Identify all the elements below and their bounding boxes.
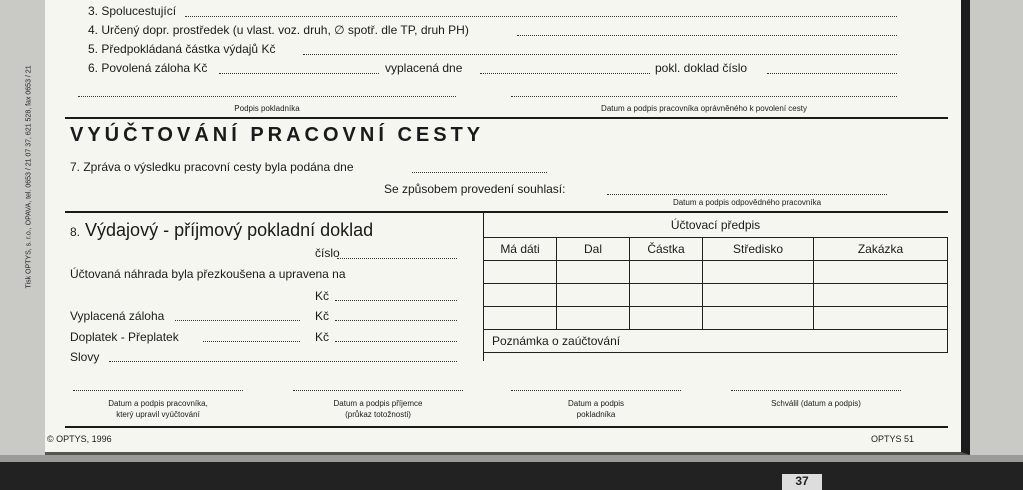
row-5-label: 5. Předpokládaná částka výdajů Kč (88, 42, 276, 56)
words-label: Slovy (70, 350, 100, 364)
accounting-header-row (484, 238, 948, 261)
table-cell[interactable] (630, 261, 703, 284)
footer-copyright: © OPTYS, 1996 (47, 434, 112, 444)
divider-middle (65, 211, 948, 213)
row-6-label: 6. Povolená záloha Kč (88, 61, 208, 75)
table-cell[interactable] (557, 261, 630, 284)
voucher-number-label: číslo (315, 246, 340, 260)
advance-field[interactable] (175, 320, 300, 321)
accounting-table (483, 237, 948, 353)
reviewed-amount-field[interactable] (335, 300, 457, 301)
paid-on-label: vyplacená dne (385, 61, 463, 75)
row-5-field[interactable] (303, 54, 897, 55)
table-cell[interactable] (814, 284, 948, 307)
advance-label: Vyplacená záloha (70, 309, 165, 323)
row-4-label: 4. Určený dopr. prostředek (u vlast. voz. druh, ∅ spotř. dle TP, druh PH) (88, 23, 469, 37)
sign-caption-4: Schválil (datum a podpis) (771, 399, 861, 408)
table-cell[interactable] (484, 307, 557, 330)
report-date-field[interactable] (412, 172, 547, 173)
sign-line-3[interactable] (511, 390, 681, 391)
sign-line-4[interactable] (731, 390, 901, 391)
table-cell[interactable] (484, 284, 557, 307)
advance-allowed-field[interactable] (219, 73, 379, 74)
reviewed-label: Účtovaná náhrada byla přezkoušena a upravena na (70, 267, 346, 281)
sign-caption-1: Datum a podpis pracovníka, (108, 399, 208, 408)
header-stredisko: Středisko (703, 238, 814, 261)
surcharge-label: Doplatek - Přeplatek (70, 330, 179, 344)
cashier-sign-caption: Podpis pokladníka (234, 104, 300, 113)
table-cell[interactable] (484, 261, 557, 284)
printer-imprint-text: Tisk OPTYS, s. r.o., OPAVA, tel. 0653 / 21 07 37, 621 528, fax 0653 / 21 (25, 65, 33, 289)
table-cell[interactable] (630, 284, 703, 307)
row-4-field[interactable] (517, 35, 897, 36)
accounting-note[interactable]: Poznámka o zaúčtování (484, 330, 948, 353)
cashier-sign-line[interactable] (78, 96, 456, 97)
section-title: VYÚČTOVÁNÍ PRACOVNÍ CESTY (70, 124, 485, 146)
sign-caption-2: Datum a podpis příjemce (333, 399, 423, 408)
header-ma-dati: Má dáti (484, 238, 557, 261)
surcharge-amount-field[interactable] (335, 341, 457, 342)
sign-line-2[interactable] (293, 390, 463, 391)
voucher-number-field[interactable] (337, 258, 457, 259)
header-castka: Částka (630, 238, 703, 261)
table-cell[interactable] (703, 307, 814, 330)
table-row (484, 261, 948, 284)
agree-sign-field[interactable] (607, 194, 887, 195)
table-cell[interactable] (557, 284, 630, 307)
voucher-number: 8. (70, 225, 81, 239)
voucher-title (70, 220, 373, 241)
row-3-label: 3. Spolucestující (88, 4, 177, 18)
authorizer-sign-caption: Datum a podpis pracovníka oprávněného k povolení cesty (601, 104, 807, 113)
printer-imprint (4, 0, 44, 300)
header-zakazka: Zakázka (814, 238, 948, 261)
cash-doc-label: pokl. doklad číslo (655, 61, 748, 75)
words-field[interactable] (109, 361, 457, 362)
authorizer-sign-line[interactable] (511, 96, 897, 97)
table-cell[interactable] (814, 261, 948, 284)
row-3-field[interactable] (185, 16, 897, 17)
table-cell[interactable] (814, 307, 948, 330)
sheet-number: 37 (782, 474, 822, 490)
sign-caption-2b: (průkaz totožnosti) (345, 410, 411, 419)
agree-sign-caption: Datum a podpis odpovědného pracovníka (672, 198, 822, 207)
header-dal: Dal (557, 238, 630, 261)
advance-kc-label: Kč (315, 309, 330, 323)
sign-caption-1b: který upravil vyúčtování (116, 410, 200, 419)
cash-doc-field[interactable] (767, 73, 897, 74)
table-cell[interactable] (703, 284, 814, 307)
surcharge-kc-label: Kč (315, 330, 330, 344)
divider-bottom (65, 426, 948, 428)
paid-on-field[interactable] (480, 73, 650, 74)
divider-top (65, 117, 948, 119)
table-row (484, 307, 948, 330)
table-cell[interactable] (557, 307, 630, 330)
surcharge-field[interactable] (203, 341, 300, 342)
table-row (484, 284, 948, 307)
table-cell[interactable] (703, 261, 814, 284)
reviewed-kc-label: Kč (315, 289, 330, 303)
accounting-note-row (484, 330, 948, 353)
advance-amount-field[interactable] (335, 320, 457, 321)
scan-bottom-band (0, 462, 1023, 490)
sign-caption-3b: pokladníka (576, 410, 616, 419)
travel-order-form (45, 0, 970, 455)
row-7-label: 7. Zpráva o výsledku pracovní cesty byla podána dne (70, 160, 354, 174)
table-cell[interactable] (630, 307, 703, 330)
scan-edge (0, 455, 1023, 462)
sign-line-1[interactable] (73, 390, 243, 391)
agree-label: Se způsobem provedení souhlasí: (384, 182, 566, 196)
footer-form-code: OPTYS 51 (871, 434, 915, 444)
sign-caption-3: Datum a podpis (567, 399, 625, 408)
voucher-title-text: Výdajový - příjmový pokladní doklad (85, 220, 374, 240)
accounting-title: Účtovací předpis (670, 218, 761, 232)
